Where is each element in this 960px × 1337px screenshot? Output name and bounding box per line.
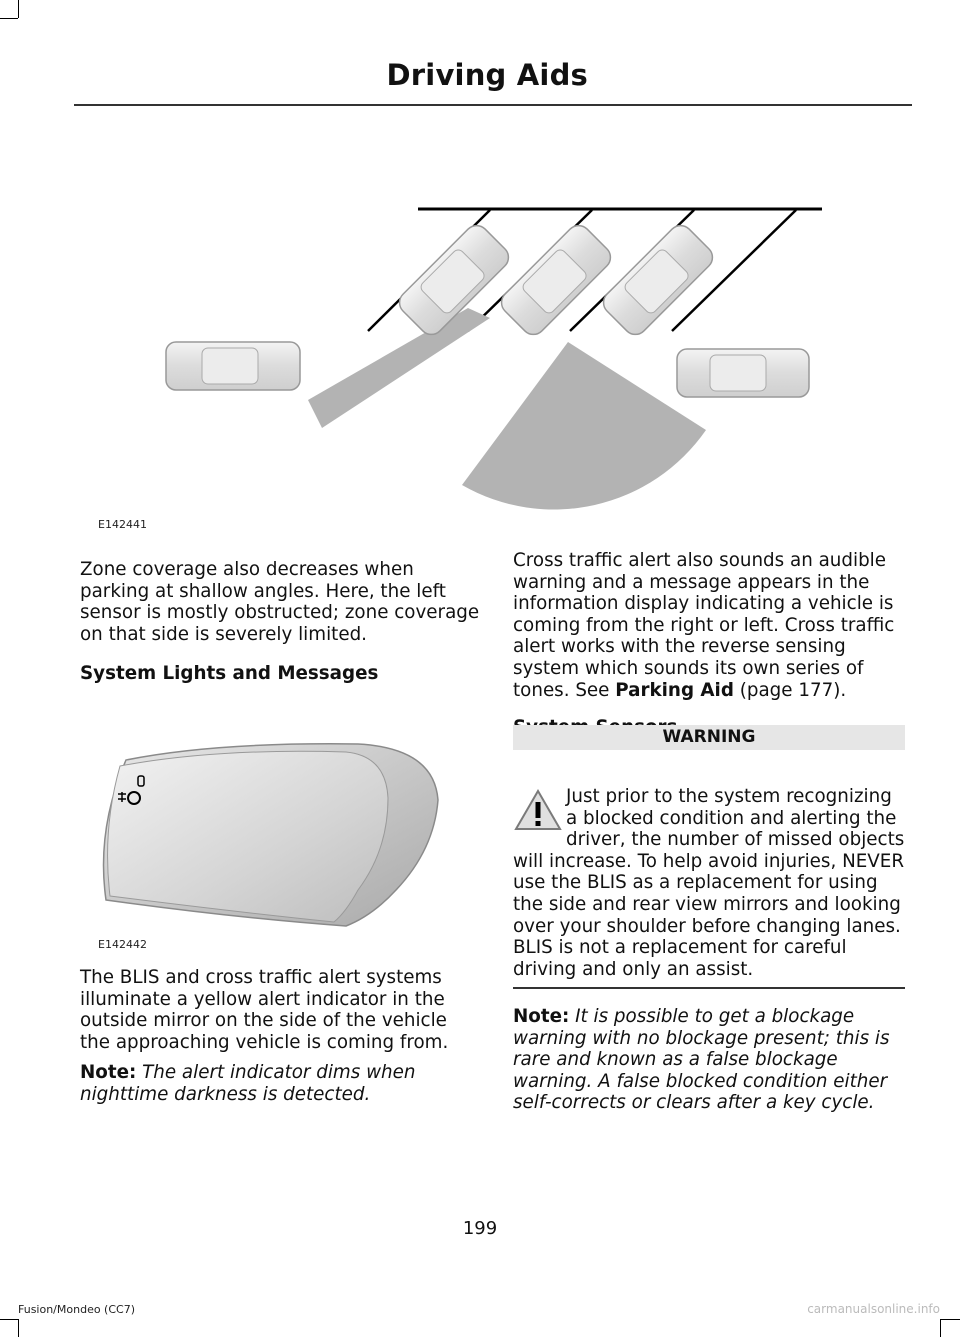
figure-code: E142441	[98, 518, 147, 531]
crop-mark	[0, 1319, 18, 1320]
parking-zone-illustration	[150, 200, 840, 520]
warning-divider	[513, 987, 905, 989]
mirror-illustration	[96, 740, 440, 930]
warning-text: Just prior to the system recognizing a blocked condition and alerting the driver, the number of missed objects will increase. To help avoid injuries, NEVER use the BLIS as a replacement for using the side and rear view mirrors and looking over your shoulder before changing lanes. BLIS is not a replacement for careful driving and only an assist.	[513, 786, 905, 980]
mirror-glass	[108, 751, 388, 922]
section-heading-lights: System Lights and Messages	[80, 663, 379, 684]
parking-aid-link[interactable]: Parking Aid	[615, 679, 734, 701]
crop-mark	[940, 1319, 960, 1320]
note-right	[513, 1006, 908, 1114]
note-label: Note:	[80, 1062, 137, 1083]
zone-coverage-paragraph: Zone coverage also decreases when parking at shallow angles. Here, the left sensor is mostly obstructed; zone coverage on that side is severely limited.	[80, 559, 480, 645]
passing-car-right	[677, 349, 809, 397]
parked-car	[599, 221, 718, 340]
crop-mark	[940, 1319, 941, 1337]
cross-traffic-text: Cross traffic alert also sounds an audible warning and a message appears in the information display indicating a vehicle is coming from the right or left. Cross traffic alert works with the reverse sensing system which sounds its own series of tones. See	[513, 550, 895, 701]
right-sensor-zone	[462, 342, 706, 510]
page-number: 199	[462, 1218, 498, 1239]
left-sensor-zone	[308, 308, 490, 428]
passing-car-left	[166, 342, 300, 390]
watermark: carmanualsonline.info	[807, 1302, 940, 1316]
cross-traffic-paragraph	[513, 550, 908, 701]
figure-code: E142442	[98, 938, 147, 951]
crop-mark	[18, 1319, 19, 1337]
parked-car	[497, 221, 616, 340]
note-label: Note:	[513, 1006, 570, 1027]
crop-mark	[18, 0, 19, 18]
page-title: Driving Aids	[386, 58, 588, 92]
page-reference: (page 177).	[733, 679, 847, 701]
crop-mark	[0, 18, 18, 19]
note-text: The alert indicator dims when nighttime darkness is detected.	[80, 1062, 416, 1105]
warning-banner: WARNING	[513, 725, 905, 750]
note-left	[80, 1062, 480, 1105]
model-footer: Fusion/Mondeo (CC7)	[18, 1303, 136, 1316]
note-text: It is possible to get a blockage warning with no blockage present; this is rare and known as a false blockage warning. A false blocked condition either self-corrects or clears after a key cycle.	[513, 1006, 890, 1114]
header-divider	[74, 104, 912, 106]
blis-indicator-paragraph: The BLIS and cross traffic alert systems illuminate a yellow alert indicator in the outside mirror on the side of the vehicle the approaching vehicle is coming from.	[80, 967, 449, 1053]
